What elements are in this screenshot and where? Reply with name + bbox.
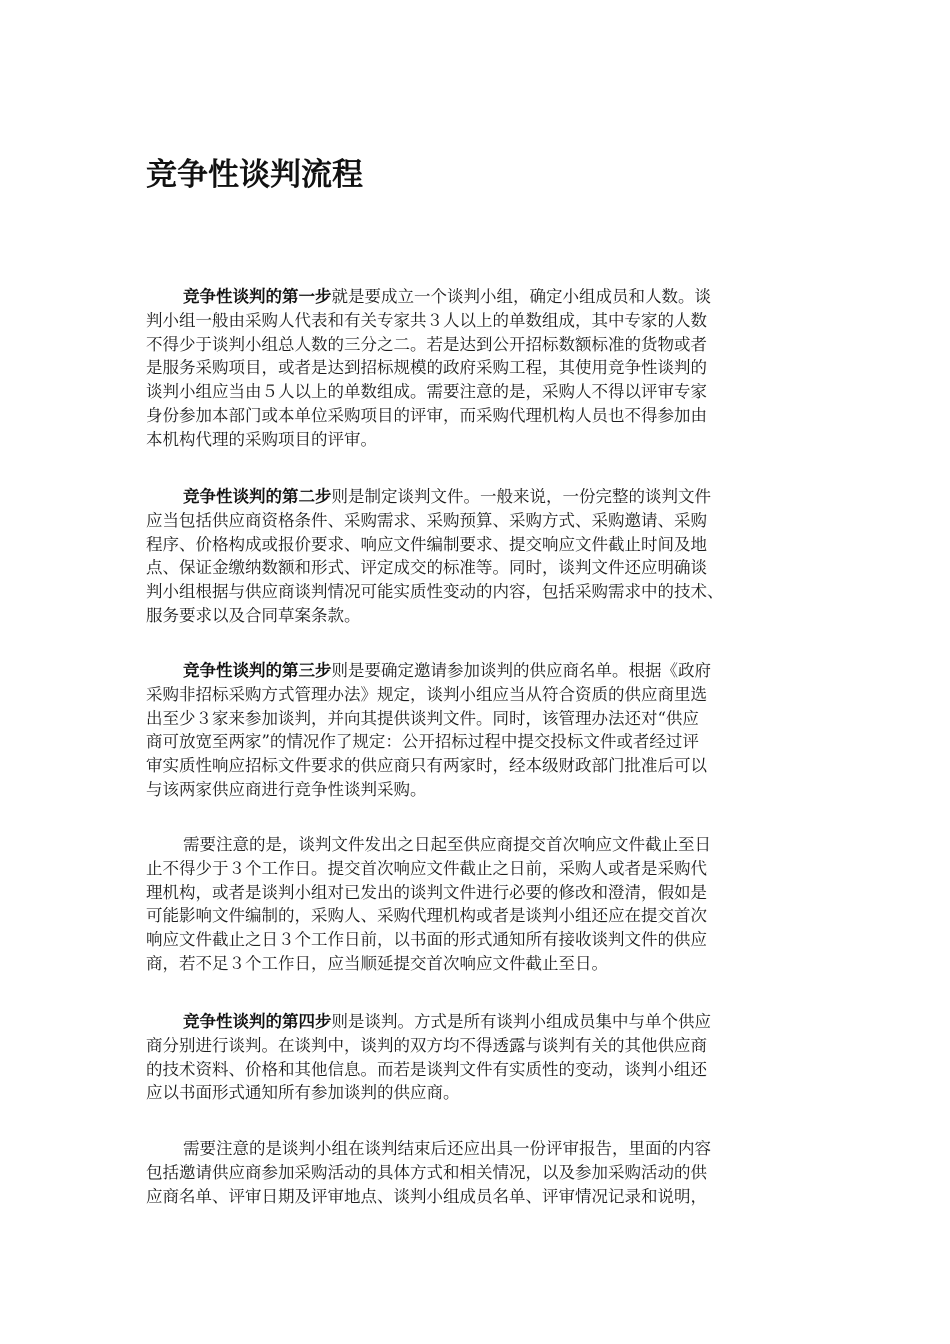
paragraph-line bbox=[146, 1081, 814, 1105]
line-text: 是服务采购项目，或者是达到招标规模的政府采购工程，其使用竞争性谈判的 bbox=[146, 358, 707, 378]
line-text: 程序、价格构成或报价要求、响应文件编制要求、提交响应文件截止时间及地 bbox=[146, 534, 707, 554]
paragraph-line bbox=[146, 1137, 814, 1161]
step-heading: 竞争性谈判的第三步 bbox=[183, 661, 332, 680]
paragraph bbox=[146, 1137, 814, 1208]
paragraph bbox=[146, 285, 814, 452]
step-heading: 竞争性谈判的第一步 bbox=[183, 287, 332, 306]
paragraph-line bbox=[146, 778, 814, 802]
line-text: 止不得少于３个工作日。提交首次响应文件截止之日前，采购人或者是采购代 bbox=[146, 858, 707, 878]
line-text: 可能影响文件编制的，采购人、采购代理机构或者是谈判小组还应在提交首次 bbox=[146, 906, 707, 926]
document-title: 竞争性谈判流程 bbox=[146, 157, 363, 193]
paragraph-line bbox=[146, 881, 814, 905]
paragraph-line bbox=[146, 356, 814, 380]
line-text: 采购非招标采购方式管理办法》规定，谈判小组应当从符合资质的供应商里选 bbox=[146, 684, 707, 704]
paragraph-line bbox=[146, 683, 814, 707]
paragraph-line bbox=[146, 285, 814, 309]
line-text: 需要注意的是，谈判文件发出之日起至供应商提交首次响应文件截止至日 bbox=[183, 835, 711, 854]
line-text: 本机构代理的采购项目的评审。 bbox=[146, 429, 377, 449]
paragraph-line bbox=[146, 1185, 814, 1209]
line-text: 商可放宽至两家”的情况作了规定：公开招标过程中提交投标文件或者经过评 bbox=[146, 732, 699, 752]
paragraph-line bbox=[146, 380, 814, 404]
paragraph-line bbox=[146, 404, 814, 428]
line-text: 商分别进行谈判。在谈判中，谈判的双方均不得透露与谈判有关的其他供应商 bbox=[146, 1035, 707, 1055]
line-text: 身份参加本部门或本单位采购项目的评审，而采购代理机构人员也不得参加由 bbox=[146, 405, 707, 425]
line-text: 则是制定谈判文件。一般来说，一份完整的谈判文件 bbox=[331, 487, 711, 506]
paragraph-line bbox=[146, 730, 814, 754]
paragraph-line bbox=[146, 1034, 814, 1058]
paragraph-line bbox=[146, 928, 814, 952]
line-text: 服务要求以及合同草案条款。 bbox=[146, 605, 361, 625]
paragraph-line bbox=[146, 485, 814, 509]
paragraph bbox=[146, 833, 814, 976]
paragraph-line bbox=[146, 533, 814, 557]
paragraph-line bbox=[146, 428, 814, 452]
paragraph bbox=[146, 659, 814, 802]
paragraph bbox=[146, 485, 814, 628]
line-text: 点、保证金缴纳数额和形式、评定成交的标准等。同时，谈判文件还应明确谈 bbox=[146, 558, 707, 578]
line-text: 包括邀请供应商参加采购活动的具体方式和相关情况，以及参加采购活动的供 bbox=[146, 1162, 707, 1182]
paragraph-line bbox=[146, 1058, 814, 1082]
line-text: 判小组一般由采购人代表和有关专家共３人以上的单数组成，其中专家的人数 bbox=[146, 310, 707, 330]
step-heading: 竞争性谈判的第四步 bbox=[183, 1012, 332, 1031]
line-text: 商，若不足３个工作日，应当顺延提交首次响应文件截止至日。 bbox=[146, 953, 608, 973]
line-text: 判小组根据与供应商谈判情况可能实质性变动的内容，包括采购需求中的技术、 bbox=[146, 582, 724, 602]
line-text: 应商名单、评审日期及评审地点、谈判小组成员名单、评审情况记录和说明， bbox=[146, 1186, 707, 1206]
paragraph-line bbox=[146, 904, 814, 928]
paragraph-line bbox=[146, 707, 814, 731]
line-text: 就是要成立一个谈判小组，确定小组成员和人数。谈 bbox=[331, 287, 711, 306]
paragraph-line bbox=[146, 659, 814, 683]
line-text: 应当包括供应商资格条件、采购需求、采购预算、采购方式、采购邀请、采购 bbox=[146, 510, 707, 530]
line-text: 审实质性响应招标文件要求的供应商只有两家时，经本级财政部门批准后可以 bbox=[146, 756, 707, 776]
paragraph-line bbox=[146, 509, 814, 533]
paragraph-line bbox=[146, 333, 814, 357]
line-text: 应以书面形式通知所有参加谈判的供应商。 bbox=[146, 1083, 460, 1103]
line-text: 出至少３家来参加谈判，并向其提供谈判文件。同时，该管理办法还对“供应 bbox=[146, 708, 699, 728]
line-text: 需要注意的是谈判小组在谈判结束后还应出具一份评审报告，里面的内容 bbox=[183, 1139, 711, 1158]
paragraph-line bbox=[146, 952, 814, 976]
line-text: 的技术资料、价格和其他信息。而若是谈判文件有实质性的变动，谈判小组还 bbox=[146, 1059, 707, 1079]
paragraph bbox=[146, 1010, 814, 1105]
paragraph-line bbox=[146, 309, 814, 333]
paragraph-line bbox=[146, 1010, 814, 1034]
line-text: 谈判小组应当由５人以上的单数组成。需要注意的是，采购人不得以评审专家 bbox=[146, 382, 707, 402]
line-text: 与该两家供应商进行竞争性谈判采购。 bbox=[146, 779, 427, 799]
paragraph-line bbox=[146, 754, 814, 778]
line-text: 则是要确定邀请参加谈判的供应商名单。根据《政府 bbox=[331, 661, 711, 680]
paragraph-line bbox=[146, 556, 814, 580]
line-text: 响应文件截止之日３个工作日前，以书面的形式通知所有接收谈判文件的供应 bbox=[146, 930, 707, 950]
paragraph-line bbox=[146, 857, 814, 881]
paragraph-line bbox=[146, 604, 814, 628]
paragraph-line bbox=[146, 580, 814, 604]
paragraph-line bbox=[146, 1161, 814, 1185]
paragraph-line bbox=[146, 833, 814, 857]
line-text: 不得少于谈判小组总人数的三分之二。若是达到公开招标数额标准的货物或者 bbox=[146, 334, 707, 354]
line-text: 理机构，或者是谈判小组对已发出的谈判文件进行必要的修改和澄清，假如是 bbox=[146, 882, 707, 902]
step-heading: 竞争性谈判的第二步 bbox=[183, 487, 332, 506]
line-text: 则是谈判。方式是所有谈判小组成员集中与单个供应 bbox=[331, 1012, 711, 1031]
